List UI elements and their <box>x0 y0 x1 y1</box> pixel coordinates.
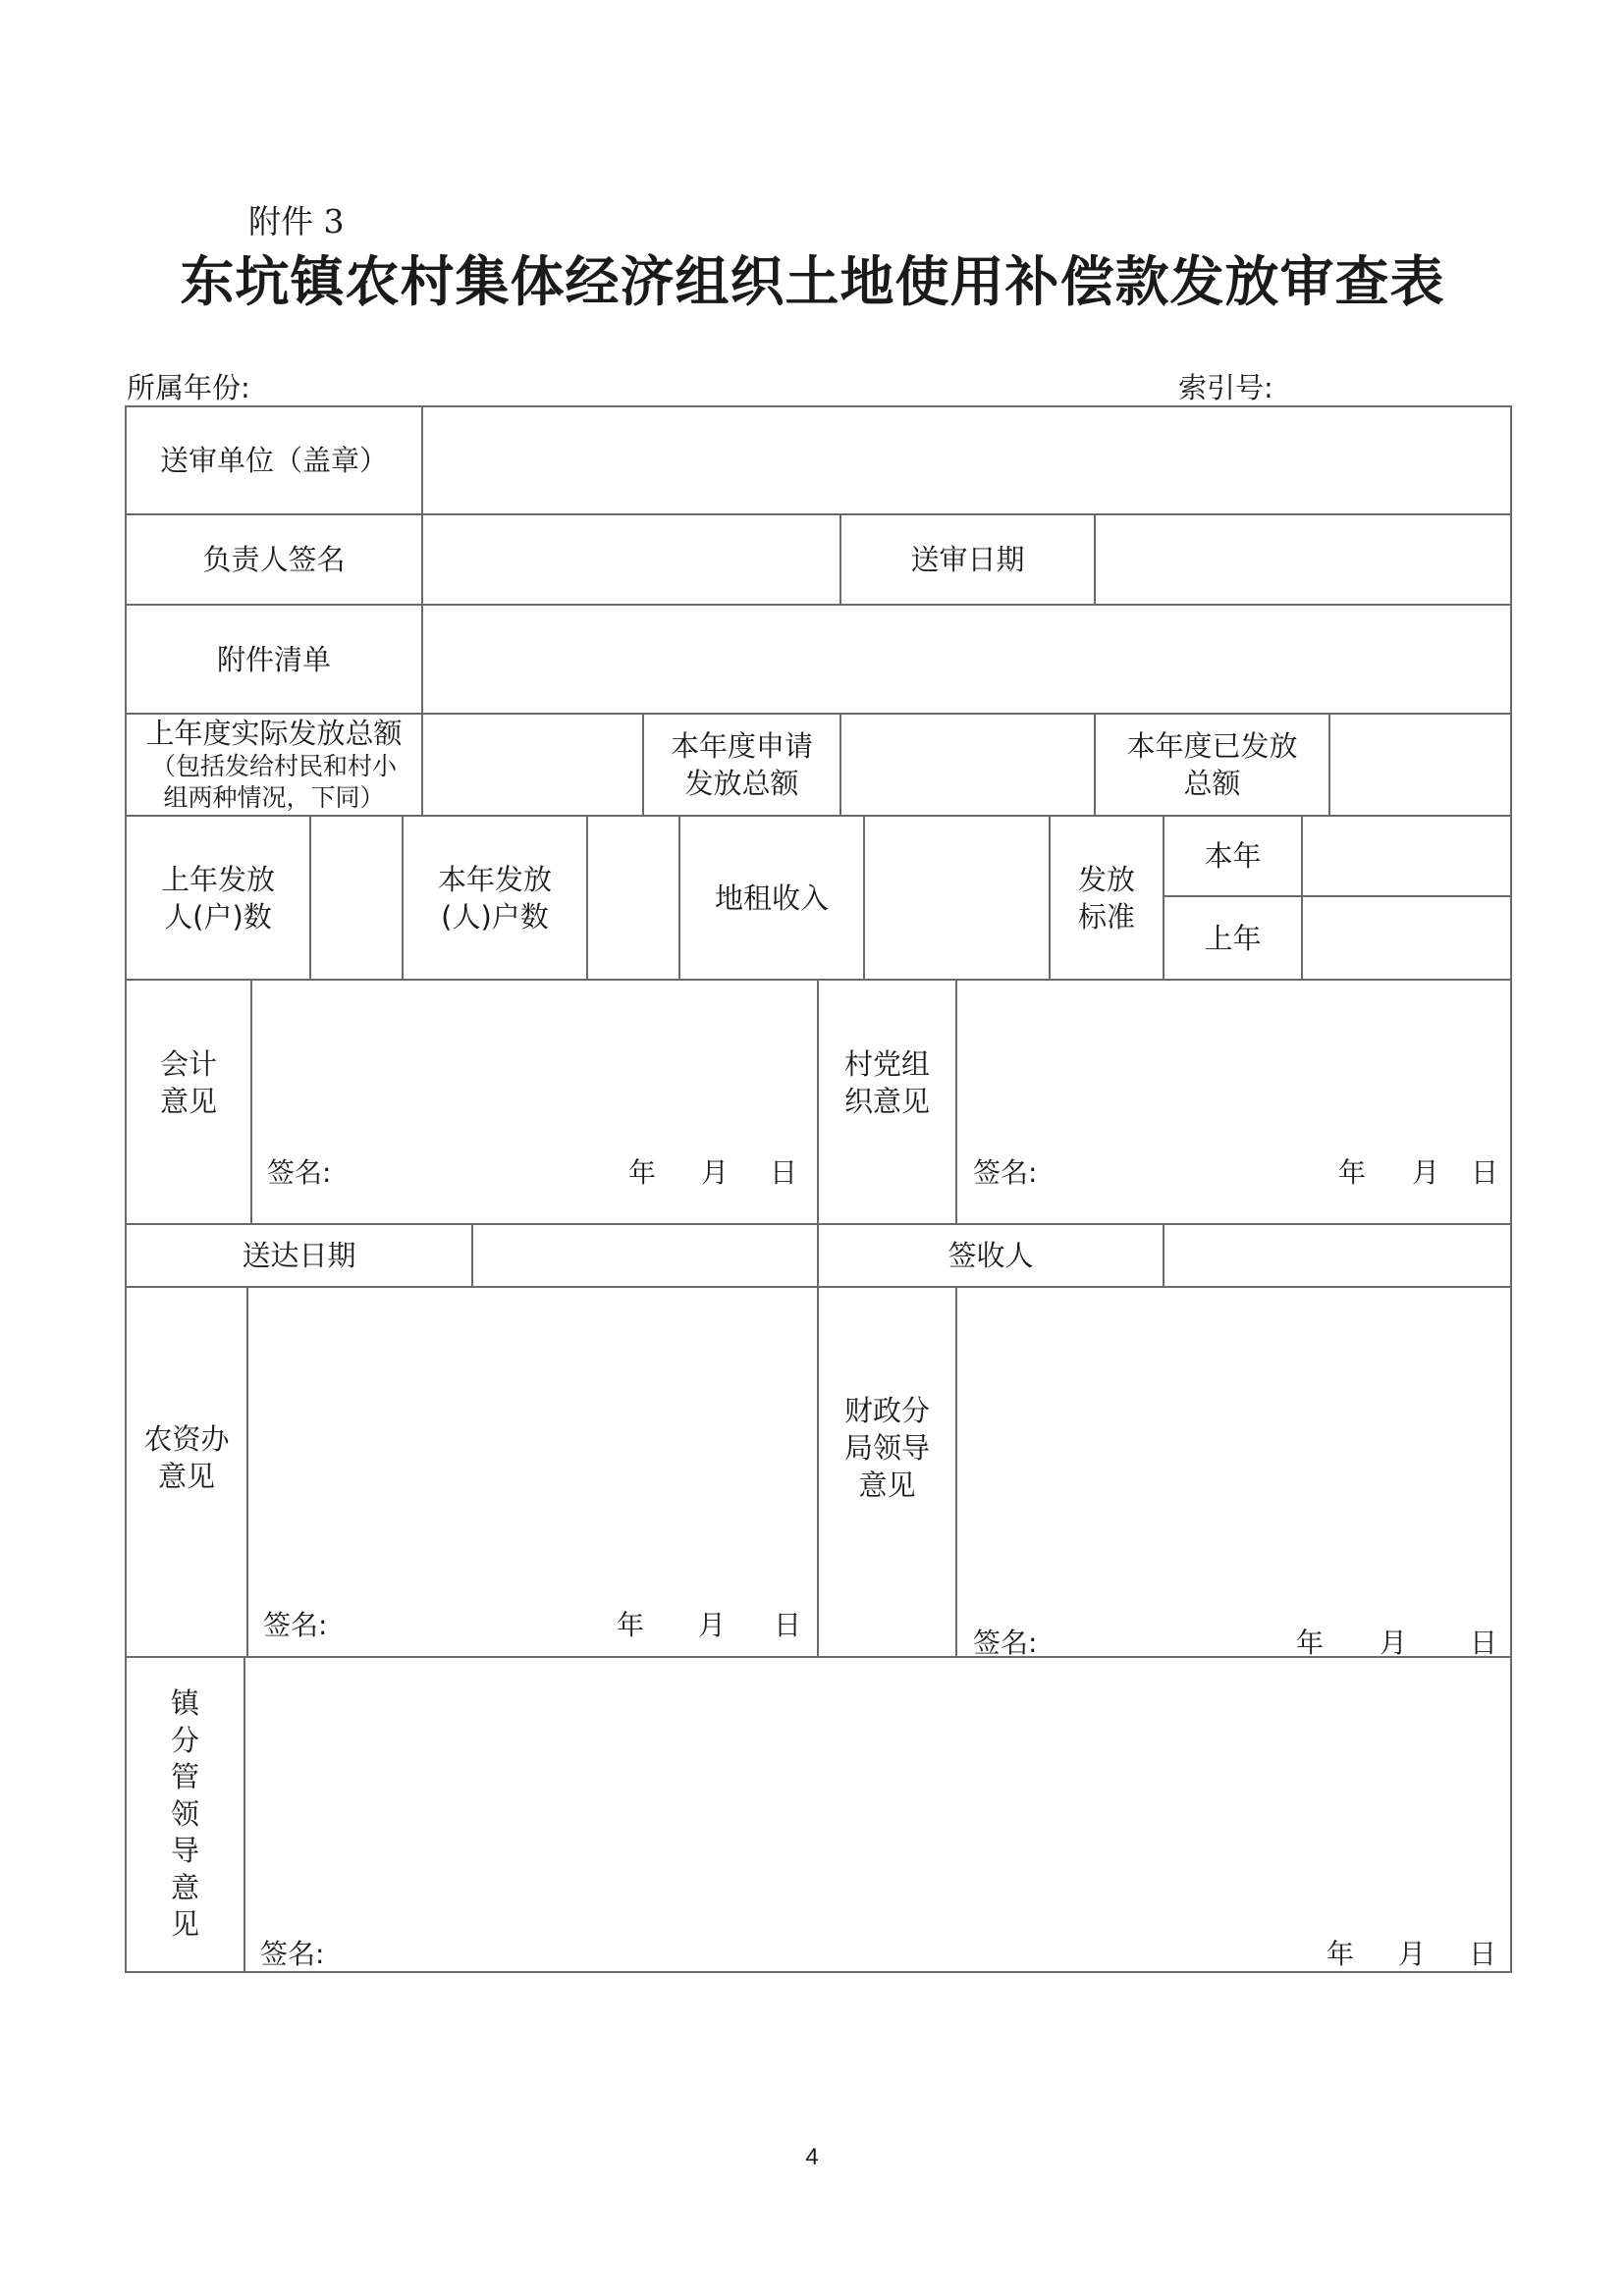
year-char: 年 <box>617 1609 645 1641</box>
agri-office-opinion-field[interactable] <box>248 1288 817 1656</box>
standard-last-year-field[interactable] <box>1303 897 1510 979</box>
person-sign-field[interactable] <box>423 515 839 604</box>
town-leader-opinion-field[interactable] <box>245 1658 1510 1971</box>
page-number: 4 <box>805 2144 819 2170</box>
form-title: 东坑镇农村集体经济组织土地使用补偿款发放审查表 <box>180 249 1445 313</box>
receiver-field[interactable] <box>1164 1225 1510 1286</box>
deliver-date-label: 送达日期 <box>242 1239 356 1272</box>
accountant-opinion-label: 会计 意见 <box>159 1046 217 1118</box>
day-char: 日 <box>1469 1938 1497 1970</box>
this-year-paid-field[interactable] <box>1330 715 1510 815</box>
standard-this-year-field[interactable] <box>1303 817 1510 895</box>
agri-office-opinion-label: 农资办 意见 <box>143 1421 230 1493</box>
sign-label: 签名: <box>973 1627 1038 1659</box>
month-char: 月 <box>1380 1627 1408 1659</box>
last-year-total-field[interactable] <box>423 715 642 815</box>
finance-opinion-field[interactable] <box>957 1288 1510 1656</box>
this-year-paid-label: 本年度已发放 总额 <box>1126 729 1298 800</box>
submit-unit-label: 送审单位（盖章） <box>159 444 388 477</box>
submit-date-label: 送审日期 <box>910 543 1025 576</box>
month-char: 月 <box>1398 1938 1427 1970</box>
year-char: 年 <box>1296 1627 1325 1659</box>
day-char: 日 <box>770 1156 798 1189</box>
sign-label: 签名: <box>260 1938 325 1970</box>
attachments-list-label: 附件清单 <box>216 642 331 676</box>
receiver-label: 签收人 <box>947 1239 1034 1272</box>
submit-date-field[interactable] <box>1096 515 1510 604</box>
day-char: 日 <box>774 1609 802 1641</box>
index-label: 索引号: <box>1178 371 1273 404</box>
table-border-right <box>1510 405 1512 1973</box>
attachment-label: 附件 3 <box>248 202 345 240</box>
day-char: 日 <box>1470 1627 1498 1659</box>
this-year-apply-label: 本年度申请 发放总额 <box>670 729 813 800</box>
this-year-count-field[interactable] <box>588 817 678 979</box>
finance-signature-line <box>973 1622 1503 1661</box>
town-leader-signature-line <box>260 1933 1502 1972</box>
attachments-list-field[interactable] <box>423 606 1510 713</box>
standard-this-year-label: 本年 <box>1204 839 1262 873</box>
sign-label: 签名: <box>267 1156 332 1189</box>
last-year-total-title: 上年度实际发放总额 <box>145 717 403 750</box>
month-char: 月 <box>701 1156 730 1189</box>
last-year-total-note: （包括发给村民和村小 组两种情况，下同） <box>150 752 397 812</box>
month-char: 月 <box>1412 1156 1440 1189</box>
submit-unit-field[interactable] <box>423 407 1510 513</box>
last-year-count-label: 上年发放 人(户)数 <box>160 862 275 934</box>
month-char: 月 <box>698 1609 727 1641</box>
this-year-count-label: 本年发放 (人)户数 <box>437 862 552 934</box>
year-char: 年 <box>628 1156 657 1189</box>
accountant-signature-line <box>267 1151 802 1191</box>
this-year-apply-field[interactable] <box>841 715 1094 815</box>
year-char: 年 <box>1338 1156 1367 1189</box>
deliver-date-field[interactable] <box>473 1225 817 1286</box>
standard-label: 发放 标准 <box>1077 862 1135 934</box>
land-rent-field[interactable] <box>865 817 1049 979</box>
last-year-count-field[interactable] <box>311 817 402 979</box>
finance-opinion-label: 财政分 局领导 意见 <box>843 1393 930 1502</box>
year-label: 所属年份: <box>127 371 250 404</box>
town-leader-opinion-label: 镇 分 管 领 导 意 见 <box>170 1686 199 1942</box>
year-char: 年 <box>1326 1938 1355 1970</box>
party-opinion-label: 村党组 织意见 <box>843 1046 930 1118</box>
sign-label: 签名: <box>263 1609 328 1641</box>
last-year-total-label <box>127 715 421 815</box>
standard-last-year-label: 上年 <box>1204 921 1262 955</box>
sign-label: 签名: <box>973 1156 1038 1189</box>
land-rent-label: 地租收入 <box>714 881 829 915</box>
agri-office-signature-line <box>263 1604 803 1643</box>
day-char: 日 <box>1471 1156 1499 1189</box>
party-signature-line <box>973 1151 1503 1191</box>
person-sign-label: 负责人签名 <box>202 543 346 576</box>
